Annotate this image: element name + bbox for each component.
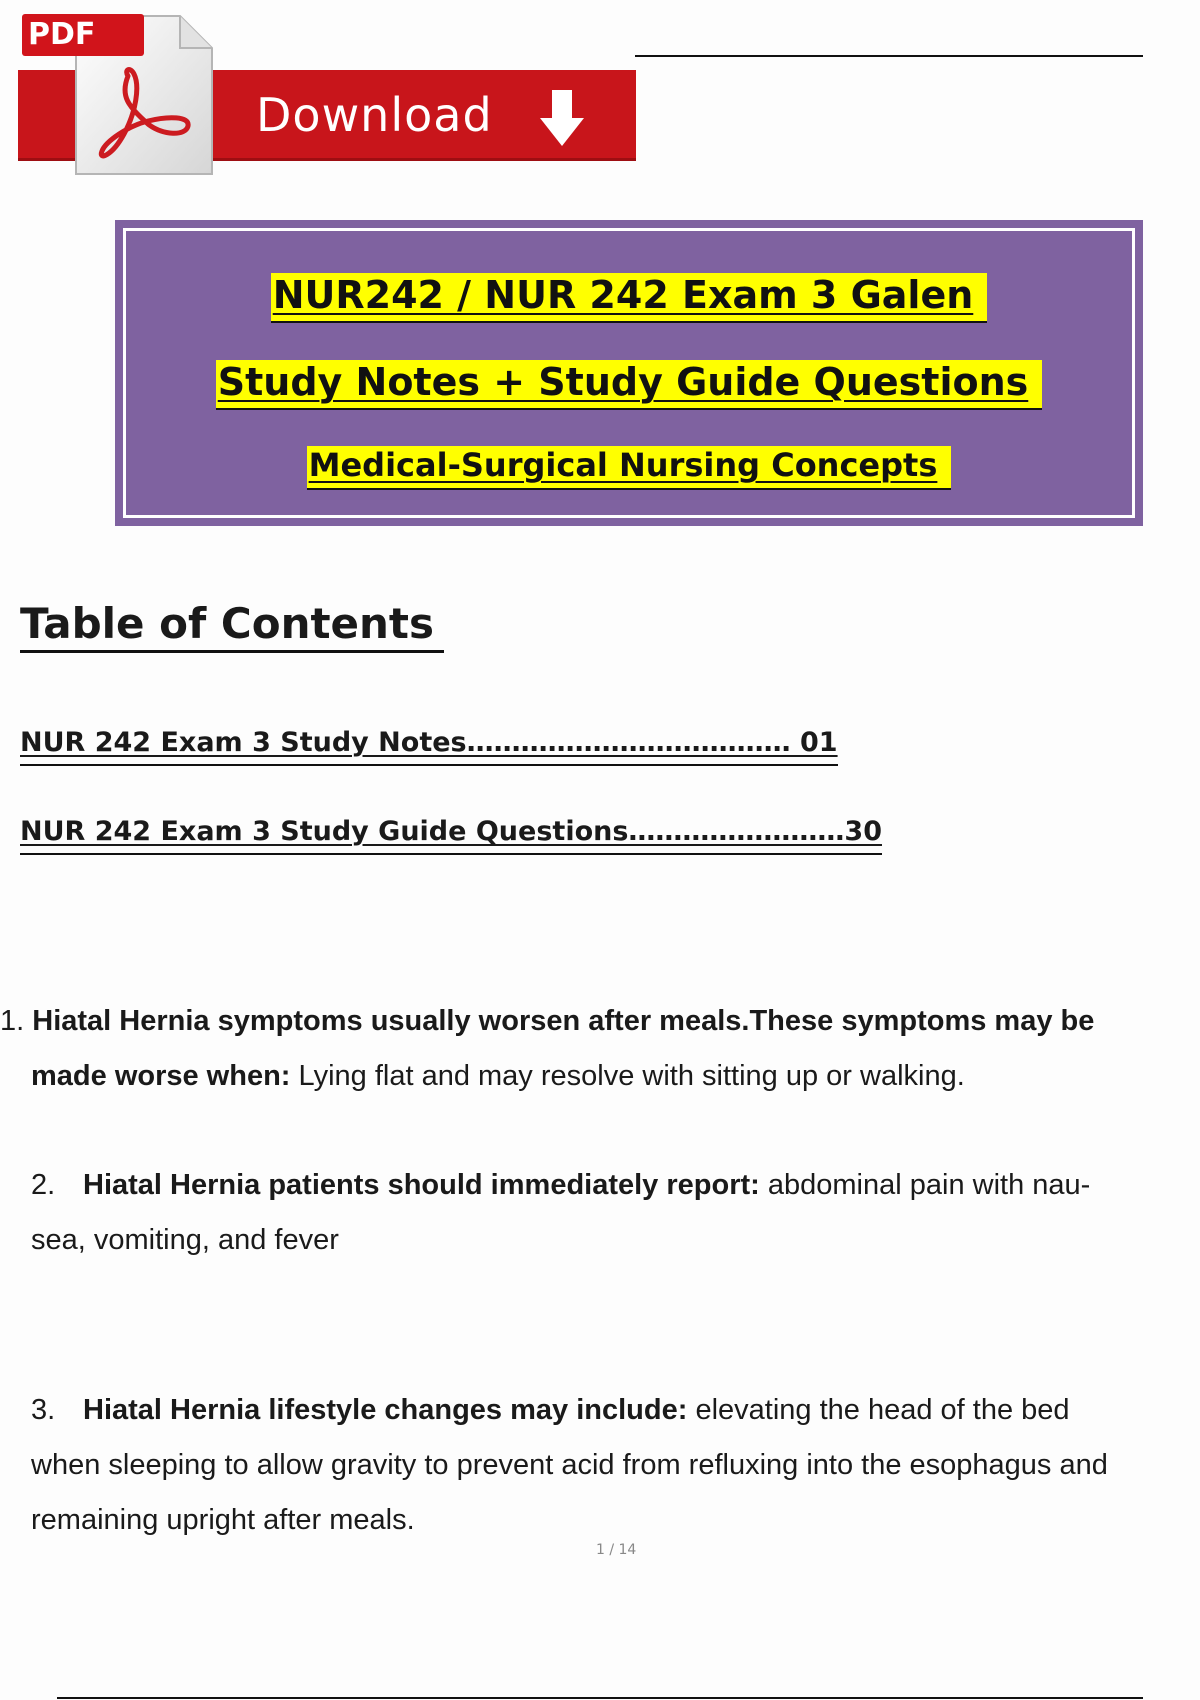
footer-rule <box>57 1697 1143 1699</box>
item-number: 3. <box>31 1394 56 1426</box>
pdf-tag: PDF <box>22 14 144 56</box>
title-line-3: Medical-Surgical Nursing Concepts <box>118 446 1140 484</box>
item-text: elevating the head of the bed <box>687 1394 1070 1426</box>
item-line-1 <box>31 1383 1200 1438</box>
toc-entry-study-guide-questions[interactable]: NUR 242 Exam 3 Study Guide Questions……………………30 <box>20 813 882 855</box>
item-text: remaining upright after meals. <box>31 1504 415 1536</box>
item-text: when sleeping to allow gravity to prevent acid from refluxing into the esophagus and <box>31 1449 1108 1481</box>
item-number: 1. <box>0 1005 25 1037</box>
list-item <box>31 1158 1200 1268</box>
item-line-2 <box>0 1049 1200 1104</box>
item-line-1 <box>31 1158 1200 1213</box>
item-text: abdominal pain with nau- <box>759 1169 1091 1201</box>
header-rule <box>635 55 1143 57</box>
list-item <box>0 994 1200 1104</box>
item-text: Lying flat and may resolve with sitting up or walking. <box>290 1060 965 1092</box>
toc-heading: Table of Contents <box>20 598 444 653</box>
item-bold: made worse when: <box>31 1060 291 1092</box>
download-banner[interactable] <box>18 6 636 176</box>
toc-entry-study-notes[interactable]: NUR 242 Exam 3 Study Notes……………………………… 01 <box>20 724 838 766</box>
download-label[interactable]: Download <box>256 88 493 142</box>
download-arrow-icon[interactable] <box>538 90 586 148</box>
page-number: 1 / 14 <box>596 1542 637 1558</box>
item-text: sea, vomiting, and fever <box>31 1224 339 1256</box>
item-number: 2. <box>31 1169 56 1201</box>
title-line-2: Study Notes + Study Guide Questions <box>118 360 1140 404</box>
item-bold: Hiatal Hernia symptoms usually worsen after meals.These symptoms may be <box>32 1005 1095 1037</box>
title-line-1: NUR242 / NUR 242 Exam 3 Galen <box>118 273 1140 317</box>
list-item <box>31 1383 1200 1548</box>
item-bold: Hiatal Hernia lifestyle changes may include: <box>83 1394 688 1426</box>
item-bold: Hiatal Hernia patients should immediately report: <box>83 1169 760 1201</box>
title-box <box>115 220 1143 526</box>
